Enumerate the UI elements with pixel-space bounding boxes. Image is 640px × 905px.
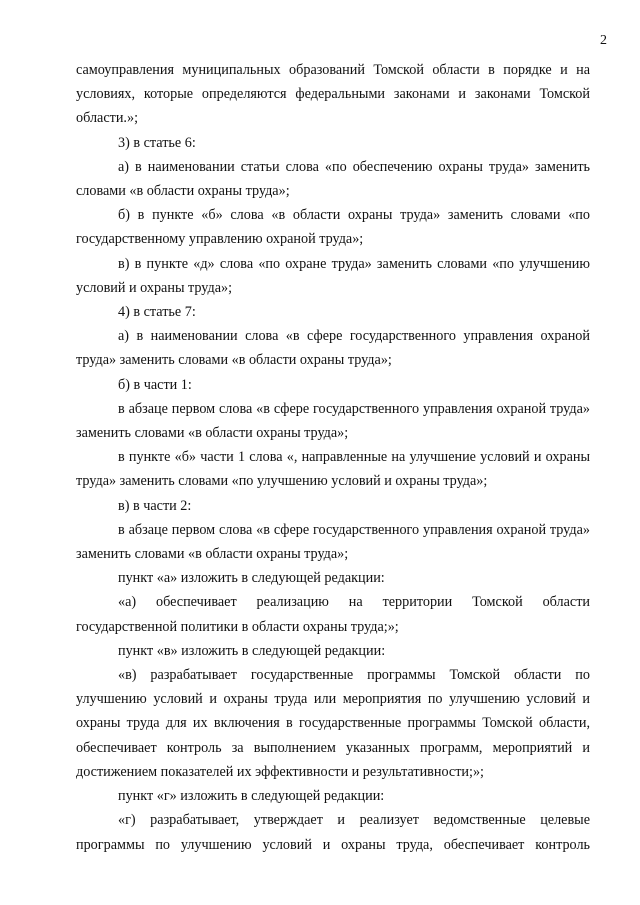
paragraph: пункт «г» изложить в следующей редакции: [118, 788, 385, 805]
paragraph: б) в пункте «б» слова «в области охраны труда» заменить словами «по государственному управлению охраной труда»; [76, 207, 590, 248]
paragraph: а) в наименовании слова «в сфере государственного управления охраной труда» заменить словами «в области охраны труда»; [76, 328, 590, 369]
paragraph: в пункте «б» части 1 слова «, направленные на улучшение условий и охраны труда» заменить словами «по улучшению условий и охраны труда»; [76, 449, 590, 490]
paragraph: 4) в статье 7: [118, 304, 196, 321]
paragraph: 3) в статье 6: [118, 134, 196, 151]
paragraph: в) в пункте «д» слова «по охране труда» заменить словами «по улучшению условий и охраны труда»; [76, 255, 590, 296]
page-number: 2 [600, 33, 607, 48]
paragraph: б) в части 1: [118, 376, 192, 393]
document-body [76, 58, 590, 857]
paragraph: пункт «в» изложить в следующей редакции: [118, 642, 386, 659]
paragraph: в абзаце первом слова «в сфере государственного управления охраной труда» заменить словами «в области охраны труда»; [76, 400, 590, 442]
paragraph: «в) разрабатывает государственные программы Томской области по улучшению условий и охраны труда или мероприятия по улучшению условий и охраны труда для их включения в государственные программы Томской области, обеспечивает контроль за выполнением указанных программ, мероприятий и достижением показателей их эффективности и результативности;»; [76, 667, 590, 780]
paragraph: «а) обеспечивает реализацию на территории Томской области государственной политики в области охраны труда;»; [76, 594, 590, 635]
paragraph: самоуправления муниципальных образований Томской области в порядке и на условиях, которые определяются федеральными законами и законами Томской области.»; [76, 62, 590, 127]
paragraph: а) в наименовании статьи слова «по обеспечению охраны труда» заменить словами «в области охраны труда»; [76, 158, 590, 200]
paragraph: пункт «а» изложить в следующей редакции: [118, 570, 385, 587]
paragraph: «г) разрабатывает, утверждает и реализует ведомственные целевые программы по улучшению условий и охраны труда, обеспечивает контроль [76, 812, 590, 853]
paragraph: в абзаце первом слова «в сфере государственного управления охраной труда» заменить словами «в области охраны труда»; [76, 521, 590, 563]
paragraph: в) в части 2: [118, 497, 192, 514]
